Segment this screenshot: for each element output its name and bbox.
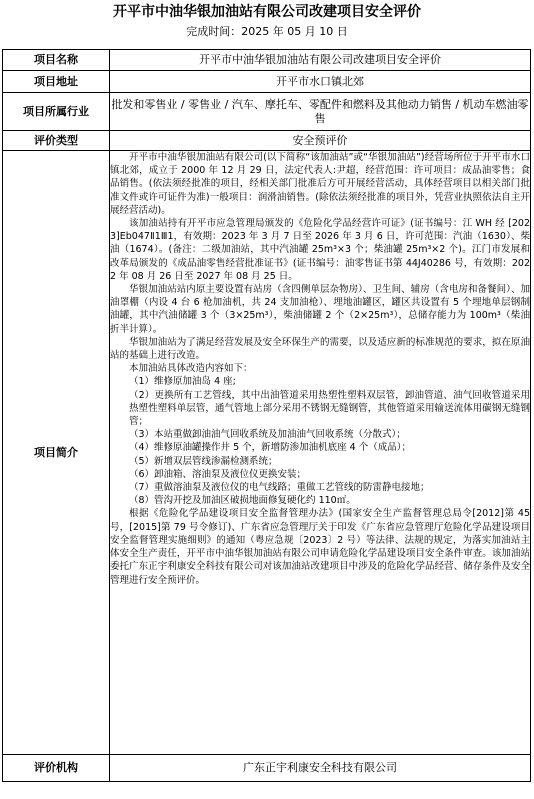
row-industry [3,93,531,131]
intro-list-item: （4）维修原油罐操作井 5 个，新增防渗加油机底座 4 个（成品）； [129,442,411,454]
label-agency: 评价机构 [3,755,110,782]
intro-paragraph: 华银加油站为了满足经营发展及安全环保生产的需要，以及适应新的标准规范的要求，拟在原油站的基础上进行改造。 [110,336,530,362]
intro-closing-paragraph: 根据《危险化学品建设项目安全监督管理办法》(国家安全生产监督管理总局令[2012]第 45 号，[2015]第 79 号令修订)、广东省应急管理厅关于印发《广东省应急管理厅危险化学品建设项目安全监督管理实施细则》的通知（粤应急规〔2023〕2 号）等法律、法规的规定，为落实加油站主体安全生产责任，开平市中油华银加油站有限公司申请危险化学品建设项目安全条件审查。该加油站委托广东正宇利康安全科技有限公司对该加油站改建项目中涉及的危险化学品经营、储存条件及安全管理进行安全预评价。 [110,508,530,586]
intro-list-item: （6）卸油箱、溶油泵及液位仪更换安装； [129,468,307,480]
row-agency [3,755,531,782]
intro-list-item: （1）维修原加油岛 4 座; [129,376,236,388]
label-project-address: 项目地址 [3,71,110,93]
row-eval-type [3,131,531,151]
intro-list-item: （3）本站重做卸油油气回收系统及加油油气回收系统（分散式）； [129,429,406,441]
intro-paragraph: 开平市中油华银加油站有限公司(以下简称“该加油站”或“华银加油站”)经营场所位于开平市水口镇北郊，成立于 2000 年 12 月 29 日，法定代表人:尹超，经营范围：许可项目：成品油零售；食品销售。(依法须经批准的项目，经相关部门批准后方可开展经营活动，具体经营项目以相关部门批准文件或许可证件为准)一般项目：润滑油销售。(除依法须经批准的项目外，凭营业执照依法自主开展经营活动)。 [110,152,530,216]
row-project-name [3,50,531,71]
label-eval-type: 评价类型 [3,131,110,151]
label-project-name: 项目名称 [3,50,110,71]
value-eval-type: 安全预评价 [110,131,531,151]
label-intro: 项目简介 [3,151,110,755]
value-industry: 批发和零售业 / 零售业 / 汽车、摩托车、零配件和燃料及其他动力销售 / 机动车燃油零售 [110,93,531,131]
project-info-table [2,49,531,782]
intro-list-item: （2）更换所有工艺管线，其中出油管道采用热塑性塑料双层管，卸油管道、油气回收管道采用热塑性塑料单层管，通气管地上部分采用不锈钢无缝钢管，其他管道采用输送流体用碳钢无缝钢管； [129,389,530,428]
value-agency: 广东正宇利康安全科技有限公司 [110,755,531,782]
value-project-name: 开平市中油华银加油站有限公司改建项目安全评价 [110,50,531,71]
value-project-address: 开平市水口镇北郊 [110,71,531,93]
value-intro [110,151,531,755]
row-intro [3,151,531,755]
document-title: 开平市中油华银加油站有限公司改建项目安全评价 [113,4,421,20]
completion-date: 完成时间：2025 年 05 月 10 日 [186,25,348,38]
intro-paragraph: 华银加油站站内原主要设置有站房（含四侧单层杂物房）、卫生间、辅房（含电房和备餐间）、加油罩棚（内设 4 台 6 枪加油机，共 24 支加油枪）、埋地油罐区，罐区共设置有 5 个埋地单层钢制油罐，其中汽油储罐 3 个（3×25m³），柴油储罐 2 个（2×25m³），总储存能力为 100m³（柴油折半计算）。 [110,284,530,335]
intro-list-item: （8）管沟开挖及加油区破损地面修复硬化约 110㎡。 [129,495,356,507]
intro-list-item: （5）新增双层管线渗漏检测系统； [129,455,278,467]
intro-list-item: （7）重做溶油泵及液位仪的电气线路；重做工艺管线的防雷静电接地； [129,482,430,494]
row-project-address [3,71,531,93]
label-industry: 项目所属行业 [3,93,110,131]
intro-paragraph: 该加油站持有开平市应急管理局颁发的《危险化学品经营许可证》(证书编号：江 WH 经 [2023]Eb047Ⅱ1Ⅲ1，有效期：2023 年 3 月 7 日至 2026 年 3 月 6 日，许可范围：汽油（1630）、柴油（1674）。(备注：二级加油站，其中汽油罐 25m³×3 个；柴油罐 25m³×2 个)。江门市发展和改革局颁发的《成品油零售经营批准证书》(证书编号：油零售证书第 44J40286 号，有效期：2022 年 08 月 26 日至 2027 年 08 月 25 日。 [110,218,530,282]
intro-paragraph: 本加油站具体改造内容如下： [129,363,253,375]
